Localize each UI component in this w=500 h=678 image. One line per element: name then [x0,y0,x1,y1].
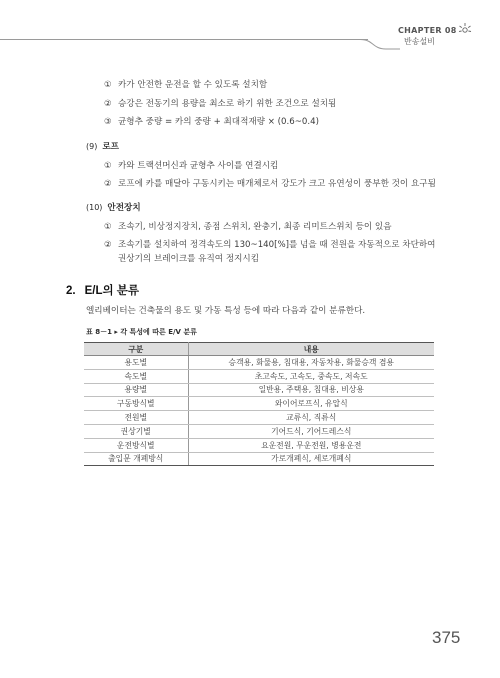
subsection-number: (9) [86,142,98,151]
sun-icon [458,22,472,36]
list-item-text: 카와 트랙션머신과 균형추 사이를 연결시킴 [118,161,279,171]
list-item-number: ① [104,160,112,170]
list-item [104,220,392,233]
section-title [66,282,139,298]
list-item-text: 카가 안전한 운전을 할 수 있도록 설치함 [118,80,268,90]
table-cell-category: 전원별 [84,411,188,425]
classification-table [84,342,434,466]
table-cell-content: 기어드식, 기어드레스식 [188,424,434,438]
table-cell-category: 운전방식별 [84,438,188,452]
list-item-number: ① [104,79,112,89]
table-cell-content: 일반용, 주택용, 침대용, 비상용 [188,383,434,397]
table-header-content: 내용 [188,343,434,356]
table-cell-category: 속도별 [84,369,188,383]
table-row [84,411,434,425]
list-item-continuation [118,253,259,265]
table-row [84,438,434,452]
list-item [104,78,267,91]
table-cell-content: 가로개폐식, 세로개폐식 [188,452,434,466]
table-row [84,424,434,438]
header-curve-decoration [360,32,400,52]
list-item [104,97,336,110]
list-item-text: 조속기, 비상정지장치, 종점 스위치, 완충기, 최종 리미트스위치 등이 있음 [118,222,392,232]
subsection-title: 로프 [102,142,119,152]
list-item-text: 로프에 카를 매달아 구동시키는 매개체로서 강도가 크고 유연성이 풍부한 것이 요구됨 [118,179,436,189]
table-cell-category: 용도별 [84,356,188,370]
table-cell-content: 요운전원, 무운전원, 병용운전 [188,438,434,452]
table-cell-category: 출입문 개폐방식 [84,452,188,466]
list-item [104,177,436,190]
section-intro: 엘리베이터는 건축물의 용도 및 가동 특성 등에 따라 다음과 같이 분류한다. [86,306,366,316]
list-item [104,238,435,251]
list-item-text: 권상기의 브레이크를 유직여 정지시킴 [118,254,260,264]
page-number: 375 [432,628,461,647]
chapter-number: 08 [444,26,457,35]
header-rule [0,39,368,40]
table-row [84,369,434,383]
list-item [104,115,319,128]
table-cell-content: 교류식, 직류식 [188,411,434,425]
section-number: 2. [66,285,76,297]
table-row [84,356,434,370]
table-row [84,452,434,466]
table-header-category: 구분 [84,343,188,356]
table-cell-category: 용량별 [84,383,188,397]
chapter-label: CHAPTER [398,26,442,35]
table-cell-content: 승객용, 화물용, 침대용, 자동차용, 화물승객 겸용 [188,356,434,370]
section-title-text: E/L의 분류 [84,285,140,297]
subsection-number: (10) [86,203,103,212]
subsection-heading-rope [86,140,119,152]
list-item-text: 승강은 전동기의 용량을 최소로 하기 위한 조건으로 설치됨 [118,99,337,109]
list-item-text: 균형추 중량 = 카의 중량 + 최대적재량 × (0.6~0.4) [118,117,319,127]
table-row [84,397,434,411]
subsection-title: 안전장치 [107,203,141,213]
table-caption: 표 8－1 ▸ 각 특성에 따른 E/V 분류 [86,328,197,336]
chapter-heading [398,26,462,47]
table-cell-content: 초고속도, 고속도, 중속도, 저속도 [188,369,434,383]
list-item [104,159,278,172]
chapter-subtitle: 반송설비 [404,37,435,46]
list-item-number: ② [104,239,112,249]
table-cell-category: 권상기별 [84,424,188,438]
table-header-row [84,343,434,356]
list-item-number: ② [104,178,112,188]
table-cell-content: 와이어로프식, 유압식 [188,397,434,411]
list-item-number: ① [104,221,112,231]
list-item-number: ③ [104,116,112,126]
subsection-heading-safety [86,201,141,213]
table-cell-category: 구동방식별 [84,397,188,411]
list-item-number: ② [104,98,112,108]
table-row [84,383,434,397]
list-item-text: 조속기를 설치하여 정격속도의 130~140[%]를 넘을 때 전원을 자동적으로 차단하여 [118,240,436,250]
